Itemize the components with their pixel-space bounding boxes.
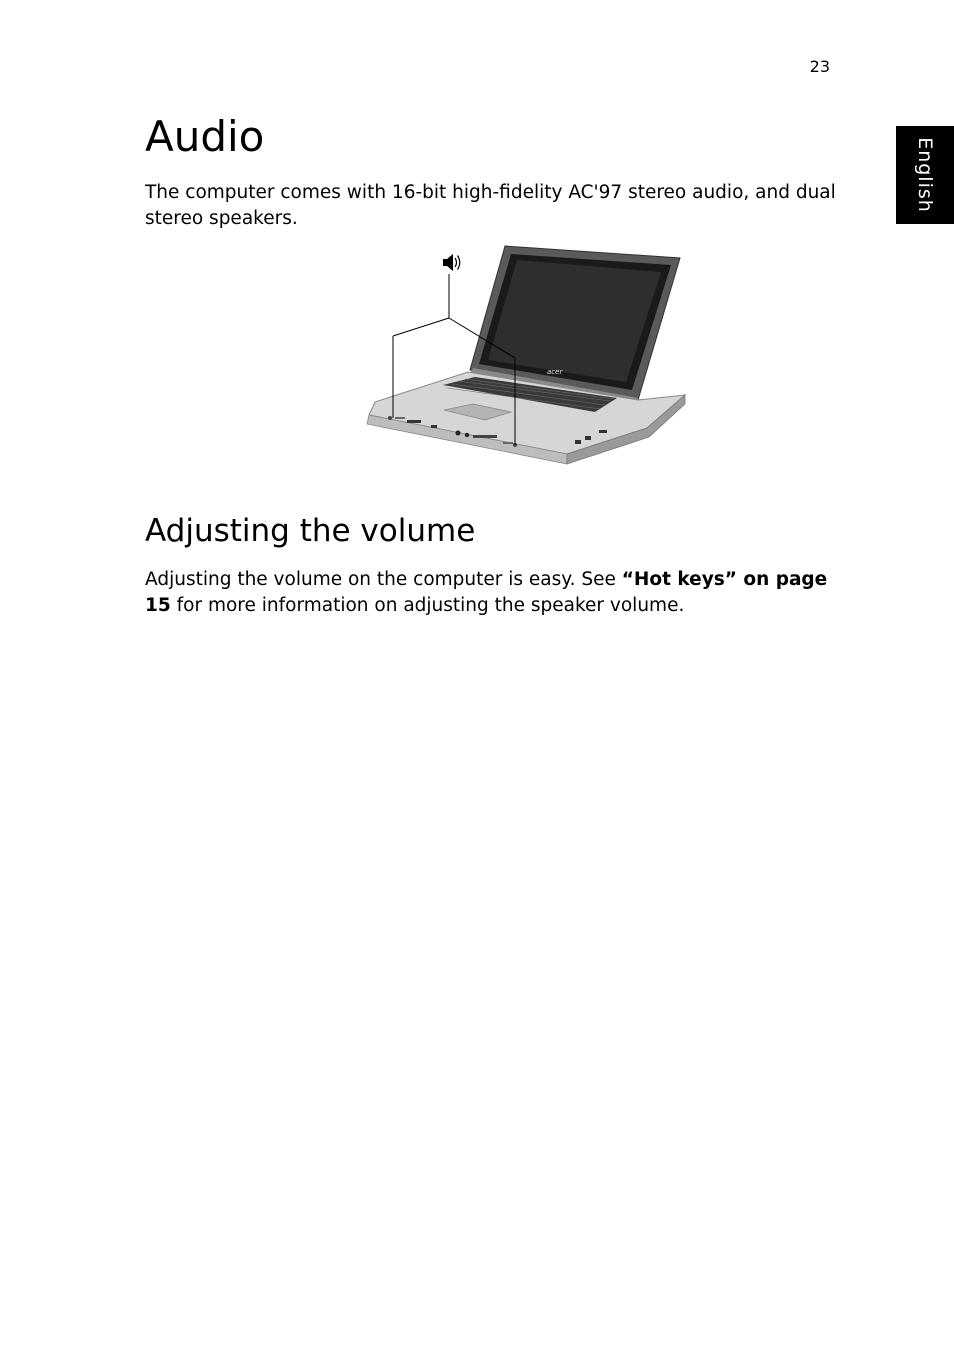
laptop-speakers-figure bbox=[355, 240, 695, 470]
speaker-icon bbox=[443, 254, 460, 271]
volume-text bbox=[145, 567, 845, 619]
volume-text-after: for more information on adjusting the speaker volume. bbox=[170, 595, 685, 616]
laptop-brand-logo: acer bbox=[547, 368, 563, 376]
page-title: Audio bbox=[145, 112, 265, 161]
language-tab-label: English bbox=[914, 137, 936, 213]
section-title-adjusting-volume: Adjusting the volume bbox=[145, 513, 476, 549]
hot-keys-cross-reference-link[interactable]: “Hot keys” on page 15 bbox=[145, 569, 828, 616]
language-tab bbox=[896, 126, 954, 224]
page-number: 23 bbox=[809, 57, 830, 76]
volume-text-before: Adjusting the volume on the computer is easy. See bbox=[145, 569, 622, 590]
audio-intro-text: The computer comes with 16-bit high-fidelity AC'97 stereo audio, and dual stereo speakers. bbox=[145, 182, 836, 229]
